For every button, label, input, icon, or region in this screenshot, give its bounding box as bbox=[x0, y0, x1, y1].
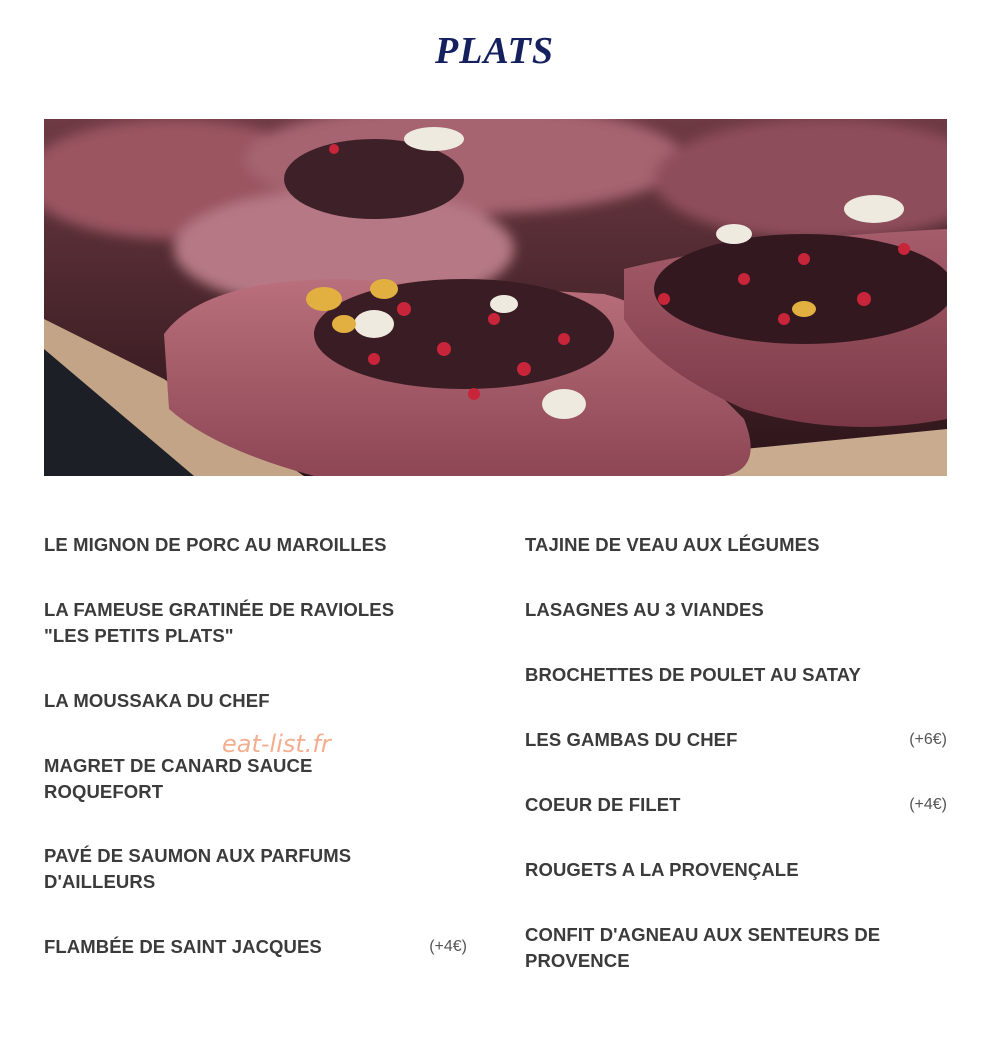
menu-item bbox=[525, 922, 927, 974]
menu-item bbox=[525, 532, 947, 558]
menu-item bbox=[44, 532, 467, 558]
menu-item bbox=[44, 597, 427, 649]
menu-item bbox=[44, 934, 467, 960]
menu-item-name: LES GAMBAS DU CHEF bbox=[525, 729, 738, 750]
menu-item bbox=[44, 843, 397, 895]
menu-item-price: (+6€) bbox=[909, 731, 947, 748]
menu-item bbox=[44, 688, 467, 714]
menu-item-name: FLAMBÉE DE SAINT JACQUES bbox=[44, 936, 322, 957]
menu-item bbox=[525, 662, 947, 688]
menu-item-name: CONFIT D'AGNEAU AUX SENTEURS DE PROVENCE bbox=[525, 924, 881, 971]
page-title: PLATS bbox=[434, 30, 555, 72]
menu-item bbox=[525, 597, 947, 623]
menu-item-price: (+4€) bbox=[429, 938, 467, 955]
food-photo-icon bbox=[44, 119, 947, 476]
dish-photo bbox=[44, 119, 947, 476]
menu-item-name: PAVÉ DE SAUMON AUX PARFUMS D'AILLEURS bbox=[44, 845, 352, 892]
menu-item-name: MAGRET DE CANARD SAUCE ROQUEFORT bbox=[44, 755, 313, 802]
menu-item-name: LASAGNES AU 3 VIANDES bbox=[525, 599, 764, 620]
menu-item-price: (+4€) bbox=[909, 796, 947, 813]
menu-item-name: COEUR DE FILET bbox=[525, 794, 681, 815]
menu-item-name: ROUGETS A LA PROVENÇALE bbox=[525, 859, 799, 880]
menu-item-name: TAJINE DE VEAU AUX LÉGUMES bbox=[525, 534, 820, 555]
menu-item bbox=[525, 857, 947, 883]
menu-item bbox=[525, 792, 947, 818]
menu-item-name: LE MIGNON DE PORC AU MAROILLES bbox=[44, 534, 387, 555]
menu-item-name: LA FAMEUSE GRATINÉE DE RAVIOLES "LES PETITS PLATS" bbox=[44, 599, 395, 646]
menu-item-name: BROCHETTES DE POULET AU SATAY bbox=[525, 664, 861, 685]
watermark: eat-list.fr bbox=[222, 730, 331, 758]
menu-item bbox=[525, 727, 947, 753]
menu-item-name: LA MOUSSAKA DU CHEF bbox=[44, 690, 270, 711]
